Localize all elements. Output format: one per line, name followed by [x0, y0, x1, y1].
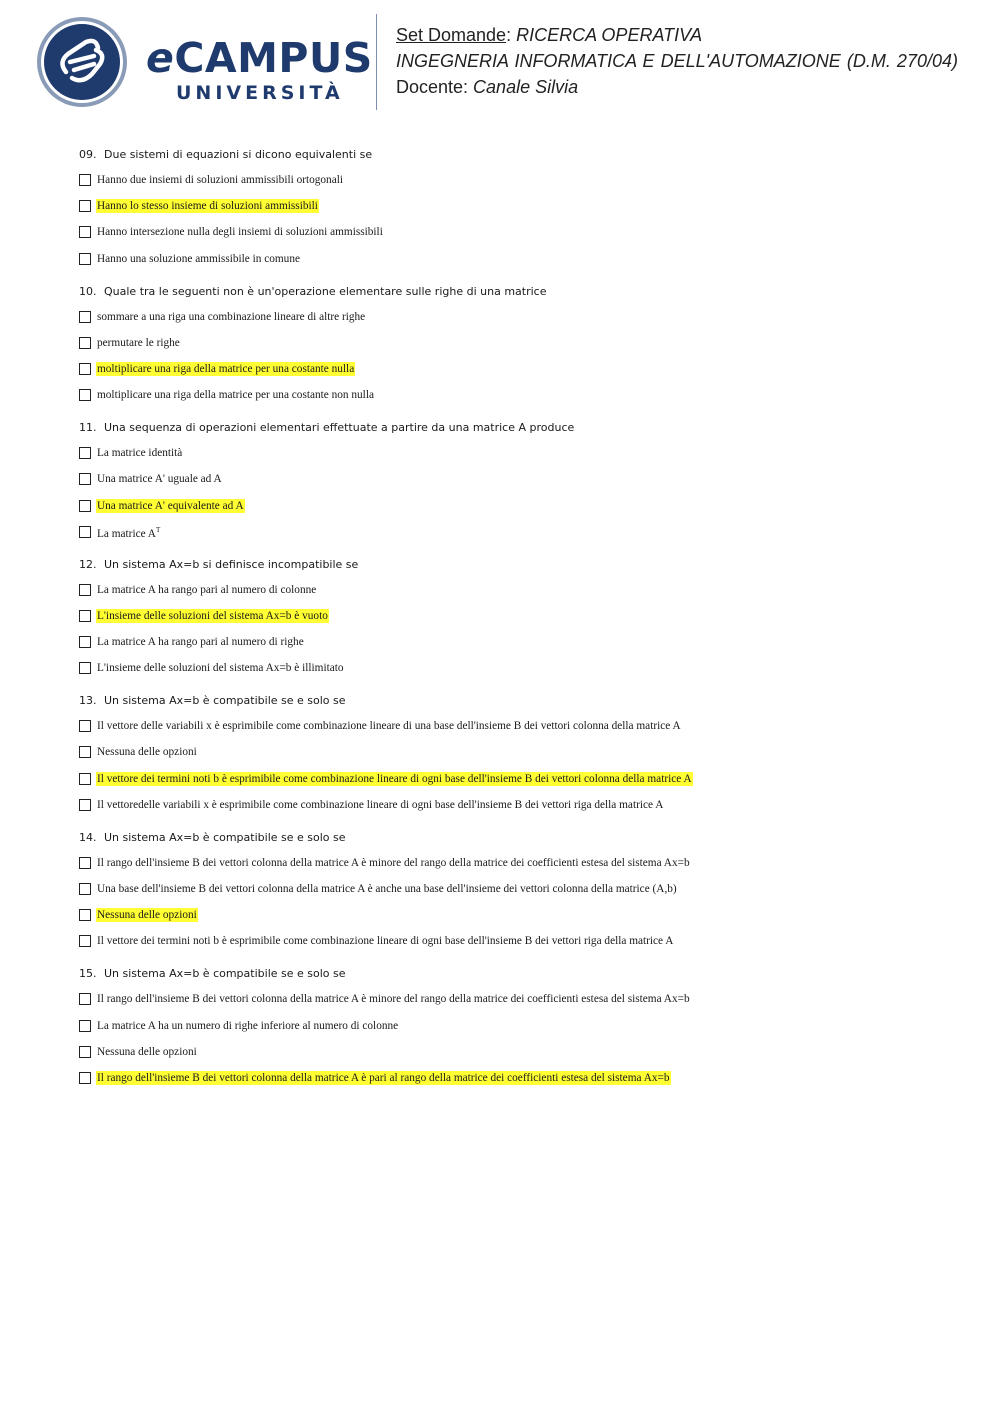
set-course: RICERCA OPERATIVA [516, 25, 703, 45]
answer-checkbox[interactable] [79, 363, 91, 375]
answer-text [96, 252, 301, 266]
question-text: Quale tra le seguenti non è un'operazione elementare sulle righe di una matrice [104, 284, 547, 298]
answer-text [96, 173, 344, 187]
answer-label: La matrice identità [97, 447, 183, 460]
answer-text [96, 1019, 399, 1033]
question-block [79, 419, 959, 542]
logo-subtitle: UNIVERSITÀ [176, 82, 344, 104]
answer-option[interactable] [79, 496, 959, 516]
question-number: 12. [79, 557, 97, 571]
answer-checkbox[interactable] [79, 662, 91, 674]
question-number: 09. [79, 148, 97, 161]
question-text: Due sistemi di equazioni si dicono equivalenti se [104, 148, 373, 161]
answer-text [96, 719, 682, 733]
logo-wordmark: eCAMPUS [146, 34, 373, 82]
superscript: T [155, 525, 161, 534]
header-line-teacher [396, 74, 958, 100]
answer-checkbox[interactable] [79, 473, 91, 485]
answer-checkbox[interactable] [79, 226, 91, 238]
page-header [0, 0, 1000, 120]
question-title [79, 283, 959, 301]
question-number: 15. [79, 967, 97, 981]
answer-option[interactable] [79, 1016, 959, 1036]
answer-option[interactable] [79, 522, 959, 542]
question-number: 14. [79, 830, 97, 844]
answer-checkbox[interactable] [79, 883, 91, 895]
answer-option[interactable] [79, 1068, 959, 1088]
answer-option[interactable] [79, 385, 959, 405]
answer-text [96, 934, 674, 948]
answer-option[interactable] [79, 879, 959, 899]
answer-option[interactable] [79, 580, 959, 600]
question-text: Una sequenza di operazioni elementari effettuate a partire da una matrice A produce [104, 421, 575, 435]
answer-option[interactable] [79, 769, 959, 789]
question-text: Un sistema Ax=b è compatibile se e solo se [104, 830, 346, 844]
answer-option[interactable] [79, 469, 959, 489]
answer-checkbox[interactable] [79, 200, 91, 212]
set-label: Set Domande [396, 25, 507, 45]
teacher-label: Docente: [396, 77, 474, 97]
answer-text [96, 1045, 198, 1059]
answer-label: Hanno due insiemi di soluzioni ammissibili ortogonali [97, 174, 343, 186]
answer-checkbox[interactable] [79, 253, 91, 265]
answer-checkbox[interactable] [79, 584, 91, 596]
answer-option[interactable] [79, 1042, 959, 1062]
question-title [79, 829, 959, 847]
header-line-degree [396, 48, 958, 74]
answer-text [96, 583, 317, 597]
question-title [79, 965, 959, 983]
answer-text [96, 225, 384, 239]
answer-option[interactable] [79, 795, 959, 815]
answer-checkbox[interactable] [79, 1072, 91, 1084]
answer-option[interactable] [79, 931, 959, 951]
answer-label: permutare le righe [97, 336, 180, 349]
answer-text-highlighted [96, 199, 319, 213]
answer-checkbox[interactable] [79, 447, 91, 459]
answer-checkbox[interactable] [79, 1046, 91, 1058]
answer-label: Il rango dell'insieme B dei vettori colonna della matrice A è minore del rango della matrice dei coefficienti estesa del sistema Ax=b [97, 856, 690, 869]
teacher-name: Canale Silvia [473, 77, 579, 97]
answer-text [96, 661, 345, 675]
answer-text-highlighted [96, 1071, 671, 1085]
question-block [79, 829, 959, 952]
header-info [396, 22, 958, 100]
answer-option[interactable] [79, 196, 959, 216]
answer-label: Nessuna delle opzioni [97, 909, 197, 922]
answer-label: Una base dell'insieme B dei vettori colonna della matrice A è anche una base dell'insieme dei vettori colonna della matrice (A,b) [97, 883, 677, 895]
answer-text-highlighted [96, 362, 355, 376]
answer-checkbox[interactable] [79, 526, 91, 538]
answer-option[interactable] [79, 333, 959, 353]
answer-label: L'insieme delle soluzioni del sistema Ax=b è illimitato [97, 662, 344, 675]
question-number: 13. [79, 694, 97, 708]
answer-option[interactable] [79, 606, 959, 626]
answer-checkbox[interactable] [79, 773, 91, 785]
question-number: 11. [79, 421, 97, 435]
answer-label: Il vettoredelle variabili x è esprimibile come combinazione lineare di ogni base dell'insieme B dei vettori riga della matrice A [97, 798, 664, 811]
question-block [79, 556, 959, 679]
answer-text-highlighted [96, 908, 198, 922]
answer-option[interactable] [79, 742, 959, 762]
answer-checkbox[interactable] [79, 636, 91, 648]
answer-label: La matrice A ha rango pari al numero di colonne [97, 583, 317, 596]
answer-checkbox[interactable] [79, 993, 91, 1005]
question-text: Un sistema Ax=b è compatibile se e solo se [104, 694, 346, 708]
answer-text [96, 446, 183, 460]
answer-text [96, 798, 664, 812]
answer-text [96, 472, 223, 486]
answer-option[interactable] [79, 989, 959, 1009]
answer-text [96, 523, 161, 541]
answer-label: L'insieme delle soluzioni del sistema Ax=b è vuoto [97, 609, 328, 622]
answer-checkbox[interactable] [79, 500, 91, 512]
answer-option[interactable] [79, 443, 959, 463]
answer-option[interactable] [79, 222, 959, 242]
answer-option[interactable] [79, 853, 959, 873]
answer-checkbox[interactable] [79, 389, 91, 401]
answer-text [96, 388, 375, 402]
answer-text [96, 882, 678, 896]
answer-text [96, 745, 198, 759]
answer-checkbox[interactable] [79, 174, 91, 186]
question-title [79, 556, 959, 574]
answer-text-highlighted [96, 609, 329, 623]
answer-label: moltiplicare una riga della matrice per una costante nulla [97, 362, 355, 375]
answer-text-highlighted [96, 772, 693, 786]
header-divider [376, 14, 377, 110]
answer-label: Il rango dell'insieme B dei vettori colonna della matrice A è minore del rango della matrice dei coefficienti estesa del sistema Ax=b [97, 993, 690, 1006]
answer-checkbox[interactable] [79, 337, 91, 349]
header-line-set [396, 22, 958, 48]
answer-checkbox[interactable] [79, 610, 91, 622]
answer-label: Il rango dell'insieme B dei vettori colonna della matrice A è pari al rango della matrice dei coefficienti estesa del sistema Ax=b [97, 1071, 670, 1084]
question-block [79, 283, 959, 406]
answer-checkbox[interactable] [79, 935, 91, 947]
question-block [79, 146, 959, 269]
answer-option[interactable] [79, 658, 959, 678]
answer-checkbox[interactable] [79, 1020, 91, 1032]
answer-label: Hanno una soluzione ammissibile in comune [97, 252, 300, 265]
answer-label: Una matrice A' equivalente ad A [97, 499, 244, 512]
answer-checkbox[interactable] [79, 857, 91, 869]
answer-option[interactable] [79, 716, 959, 736]
answer-checkbox[interactable] [79, 311, 91, 323]
answer-label: moltiplicare una riga della matrice per una costante non nulla [97, 389, 374, 402]
question-text: Un sistema Ax=b si definisce incompatibile se [104, 557, 359, 571]
answer-text [96, 635, 305, 649]
set-separator: : [506, 25, 517, 45]
question-title [79, 419, 959, 437]
answer-option[interactable] [79, 307, 959, 327]
answer-label: Nessuna delle opzioni [97, 1045, 197, 1058]
question-text: Un sistema Ax=b è compatibile se e solo se [104, 967, 346, 981]
answer-option[interactable] [79, 249, 959, 269]
answer-text-highlighted [96, 499, 245, 513]
answer-text [96, 310, 366, 324]
question-block [79, 965, 959, 1088]
answer-label: Una matrice A' uguale ad A [97, 473, 222, 486]
question-number: 10. [79, 284, 97, 298]
degree-name: INGEGNERIA INFORMATICA E DELL'AUTOMAZIONE (D.M. 270/04) [396, 51, 958, 71]
answer-checkbox[interactable] [79, 746, 91, 758]
answer-checkbox[interactable] [79, 720, 91, 732]
answer-option[interactable] [79, 359, 959, 379]
answer-text [96, 992, 691, 1006]
answer-label: sommare a una riga una combinazione lineare di altre righe [97, 310, 366, 323]
answer-option[interactable] [79, 632, 959, 652]
answer-label: Il vettore dei termini noti b è esprimibile come combinazione lineare di ogni base dell'insieme B dei vettori riga della matrice A [97, 935, 674, 948]
answer-label: Nessuna delle opzioni [97, 746, 197, 759]
answer-label: Il vettore delle variabili x è esprimibile come combinazione lineare di una base dell'insieme B dei vettori colonna della matrice A [97, 720, 681, 733]
question-title [79, 146, 959, 164]
answer-checkbox[interactable] [79, 799, 91, 811]
answer-text [96, 336, 181, 350]
answer-checkbox[interactable] [79, 909, 91, 921]
question-list [79, 146, 959, 1102]
question-block [79, 692, 959, 815]
answer-text [96, 856, 691, 870]
answer-label: Hanno lo stesso insieme di soluzioni ammissibili [97, 200, 318, 213]
answer-label: Il vettore dei termini noti b è esprimibile come combinazione lineare di ogni base dell'insieme B dei vettori colonna della matrice A [97, 772, 692, 785]
answer-label: La matrice A ha un numero di righe inferiore al numero di colonne [97, 1019, 399, 1032]
answer-option[interactable] [79, 905, 959, 925]
answer-label: Hanno intersezione nulla degli insiemi di soluzioni ammissibili [97, 226, 383, 239]
answer-option[interactable] [79, 170, 959, 190]
ecampus-emblem-icon [36, 16, 128, 108]
answer-label: La matrice A ha rango pari al numero di righe [97, 636, 304, 649]
question-title [79, 692, 959, 710]
answer-label: La matrice A [97, 527, 156, 540]
